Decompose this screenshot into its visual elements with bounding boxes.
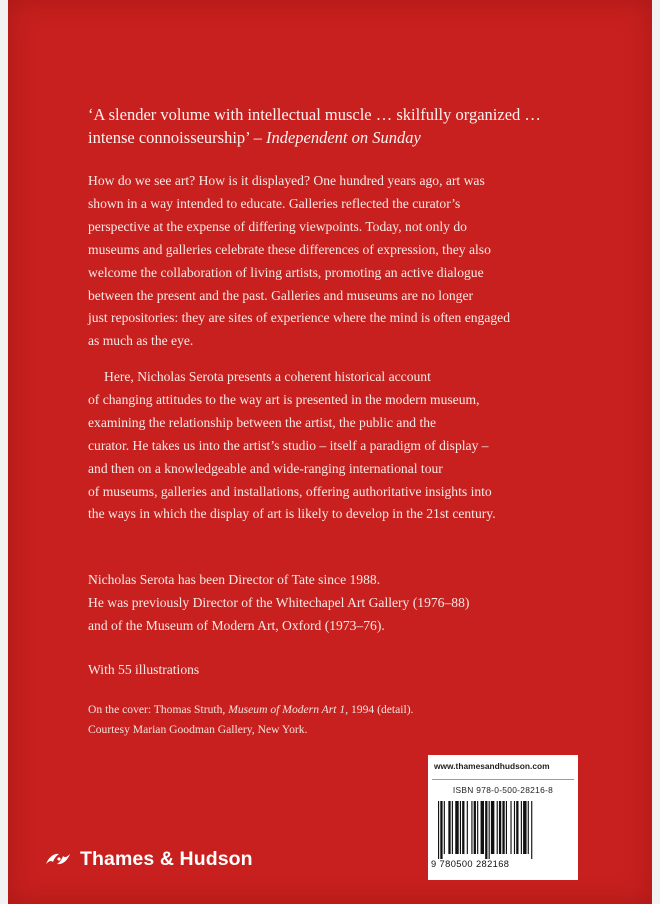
barcode-icon — [438, 801, 572, 859]
blurb-line: of museums, galleries and installations, offering authoritative insights into — [88, 483, 492, 499]
author-bio-line: He was previously Director of the Whitechapel Art Gallery (1976–88) — [88, 594, 470, 610]
blurb-line: examining the relationship between the artist, the public and the — [88, 414, 437, 430]
quote-line-2: intense connoisseurship’ – — [88, 127, 266, 147]
cover-credit-prefix: On the cover: Thomas Struth, — [88, 703, 229, 716]
author-bio — [88, 569, 608, 638]
quote-line-1: ‘A slender volume with intellectual muscle … skilfully organized … — [88, 105, 541, 124]
blurb-line: just repositories: they are sites of experience where the mind is often engaged — [88, 310, 511, 326]
blurb-paragraph-2 — [88, 366, 608, 526]
blurb-line: perspective at the expense of differing viewpoints. Today, not only do — [88, 218, 467, 234]
review-quote — [88, 104, 588, 149]
courtesy-line: Courtesy Marian Goodman Gallery, New York. — [88, 723, 308, 736]
blurb-line: the ways in which the display of art is likely to develop in the 21st century. — [88, 506, 496, 522]
cover-credit-title: Museum of Modern Art 1 — [228, 703, 346, 716]
page-edge-left — [0, 0, 8, 904]
blurb-line: and then on a knowledgeable and wide-ranging international tour — [88, 460, 443, 476]
blurb-line: curator. He takes us into the artist’s studio – itself a paradigm of display – — [88, 437, 489, 453]
blurb-paragraph-1 — [88, 170, 608, 353]
page-edge-right — [652, 0, 660, 904]
dolphins-logo-icon — [44, 848, 72, 870]
illustrations-count: With 55 illustrations — [88, 662, 200, 677]
author-bio-line: and of the Museum of Modern Art, Oxford (1973–76). — [88, 617, 385, 633]
illustrations-note — [88, 659, 608, 682]
blurb-line: between the present and the past. Galleries and museums are no longer — [88, 287, 474, 303]
divider — [432, 779, 574, 780]
blurb-line: How do we see art? How is it displayed? One hundred years ago, art was — [88, 173, 485, 188]
author-bio-line: Nicholas Serota has been Director of Tate since 1988. — [88, 572, 381, 587]
isbn-label: ISBN 978-0-500-28216-8 — [452, 785, 554, 795]
quote-source: Independent on Sunday — [265, 127, 421, 147]
blurb-line: of changing attitudes to the way art is presented in the modern museum, — [88, 391, 480, 407]
barcode-panel — [428, 755, 578, 880]
back-cover — [8, 0, 652, 904]
blurb-line: Here, Nicholas Serota presents a coherent historical account — [104, 369, 431, 384]
blurb-line: welcome the collaboration of living artists, promoting an active dialogue — [88, 264, 484, 280]
cover-credit-suffix: , 1994 (detail). — [345, 703, 414, 716]
publisher-website: www.thamesandhudson.com — [434, 761, 550, 771]
blurb-line: as much as the eye. — [88, 333, 194, 349]
blurb-line: shown in a way intended to educate. Galleries reflected the curator’s — [88, 195, 461, 211]
cover-credit — [88, 700, 413, 721]
blurb-line: museums and galleries celebrate these differences of expression, they also — [88, 241, 491, 257]
barcode-digits: 9 780500 282168 — [431, 859, 510, 869]
publisher-name: Thames & Hudson — [80, 847, 253, 870]
publisher-logo — [44, 844, 253, 874]
